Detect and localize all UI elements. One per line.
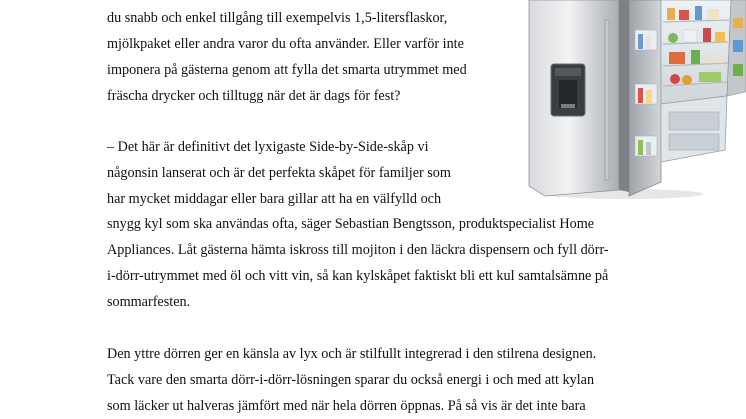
text-line: Tack vare den smarta dörr-i-dörr-lösningen sparar du också energi i och med att kylan bbox=[107, 372, 595, 388]
text-line: som läcker ut halveras jämfört med när hela dörren öppnas. På så vis är det inte bara bbox=[107, 398, 586, 414]
text-line: – Det här är definitivt det lyxigaste Side-by-Side-skåp vi bbox=[107, 139, 429, 155]
text-line: har mycket middagar eller bara gillar att ha en välfylld och bbox=[107, 191, 442, 207]
text-line: Den yttre dörren ger en känsla av lyx och är stilfullt integrerad i den stilrena designen. bbox=[107, 346, 597, 362]
text-line: imponera på gästerna genom att fylla det smarta utrymmet med bbox=[107, 62, 467, 78]
text-line: du snabb och enkel tillgång till exempelvis 1,5-litersflaskor, bbox=[107, 10, 448, 26]
text-line: mjölkpaket eller andra varor du ofta använder. Eller varför inte bbox=[107, 36, 464, 52]
fridge-image bbox=[515, 0, 746, 200]
text-line: fräscha drycker och tilltugg när det är dags för fest? bbox=[107, 88, 401, 104]
text-line: någonsin lanserat och är det perfekta skåpet för familjer som bbox=[107, 165, 451, 181]
text-line: i-dörr-utrymmet med öl och vitt vin, så kan kylskåpet faktiskt bli ett kul samtalsämne på bbox=[107, 268, 609, 284]
side-by-side-fridge-icon bbox=[515, 0, 746, 200]
text-line: snygg kyl som ska användas ofta, säger Sebastian Bengtsson, produktspecialist Home bbox=[107, 216, 595, 232]
text-line: Appliances. Låt gästerna hämta iskross till mojiton i den läckra dispensern och fyll dörr- bbox=[107, 242, 609, 258]
text-line: sommarfesten. bbox=[107, 294, 191, 310]
